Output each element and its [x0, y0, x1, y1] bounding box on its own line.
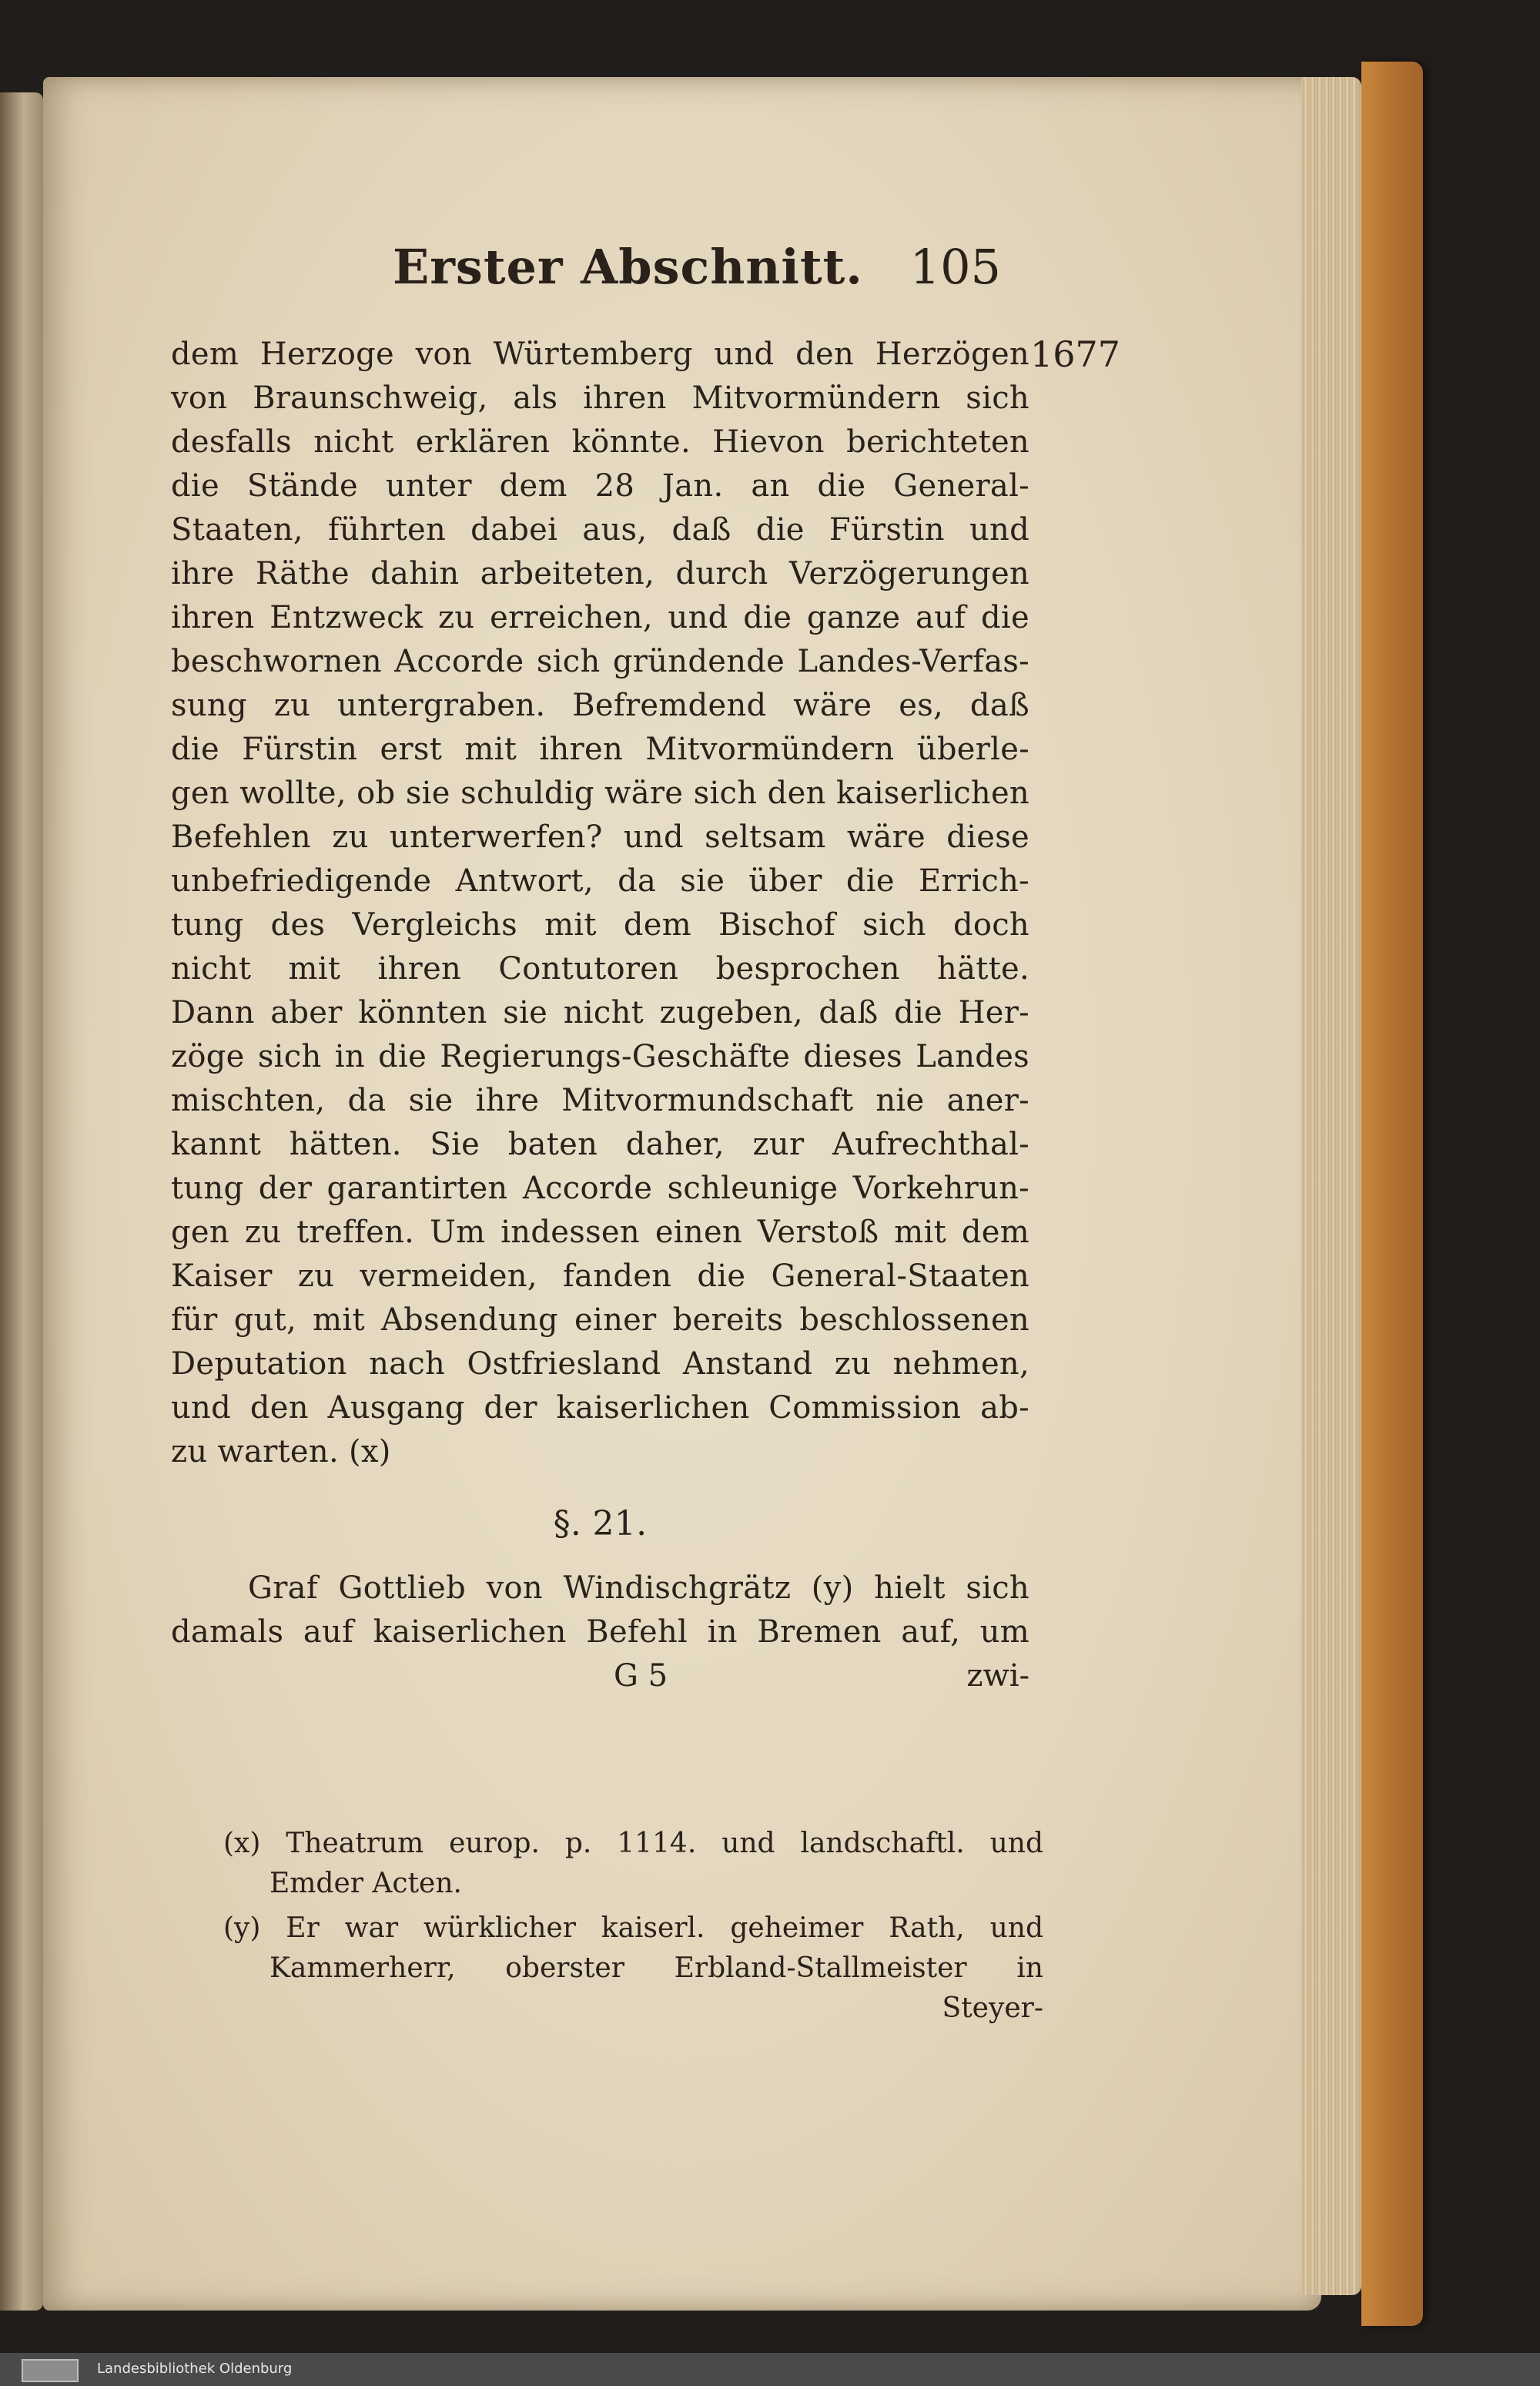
catchword: zwi-: [966, 1658, 1029, 1694]
page-header: [393, 239, 1001, 308]
signature-line: [171, 1654, 1029, 1698]
running-title: Erster Abschnitt.: [393, 239, 863, 295]
library-logo-icon: [22, 2359, 79, 2382]
footnote-catchword: Steyer-: [942, 1992, 1043, 2024]
text-line: tung des Vergleichs mit dem Bischof sich doch: [171, 907, 1029, 943]
margin-year: 1677: [1030, 333, 1121, 375]
previous-page-edge: [0, 92, 43, 2311]
text-line: ihre Räthe dahin arbeiteten, durch Verzögerungen: [171, 556, 1029, 591]
text-line: gen wollte, ob sie schuldig wäre sich den kaiserlichen: [171, 776, 1029, 811]
page-number: 105: [909, 239, 1001, 295]
text-line: für gut, mit Absendung einer bereits beschlossenen: [171, 1302, 1029, 1338]
text-line: tung der garantirten Accorde schleunige Vorkehrun-: [171, 1171, 1029, 1206]
footnotes: [223, 1824, 1043, 2029]
section-heading: §. 21.: [553, 1504, 648, 1543]
text-line: kannt hätten. Sie baten daher, zur Aufrechthal-: [171, 1127, 1029, 1162]
footnote-x-line: Emder Acten.: [270, 1868, 462, 1899]
text-line: nicht mit ihren Contutoren besprochen hätte.: [171, 951, 1029, 987]
text-line: die Stände unter dem 28 Jan. an die General-: [171, 468, 1029, 504]
text-line: damals auf kaiserlichen Befehl in Bremen auf, um: [171, 1614, 1029, 1650]
text-line: zöge sich in die Regierungs-Geschäfte dieses Landes: [171, 1039, 1029, 1074]
text-line: desfalls nicht erklären könnte. Hievon berichteten: [171, 424, 1029, 460]
footnote-y-line: (y) Er war würklicher kaiserl. geheimer Rath, und: [223, 1912, 1043, 1944]
text-line: Befehlen zu unterwerfen? und seltsam wäre diese: [171, 819, 1029, 855]
text-line: mischten, da sie ihre Mitvormundschaft nie aner-: [171, 1083, 1029, 1118]
text-line: zu warten. (x): [171, 1434, 391, 1469]
text-line: ihren Entzweck zu erreichen, und die ganze auf die: [171, 600, 1029, 635]
text-line: gen zu treffen. Um indessen einen Verstoß mit dem: [171, 1215, 1029, 1250]
book-cover-board: [1361, 62, 1423, 2326]
library-name: Landesbibliothek Oldenburg: [97, 2361, 293, 2377]
viewer-footer: [0, 2353, 1540, 2386]
text-line: unbefriedigende Antwort, da sie über die Errich-: [171, 863, 1029, 899]
text-line: beschwornen Accorde sich gründende Landes-Verfas-: [171, 644, 1029, 679]
page-fore-edge: [1301, 77, 1361, 2295]
text-line: die Fürstin erst mit ihren Mitvormündern überle-: [171, 732, 1029, 767]
signature-mark: G 5: [614, 1658, 668, 1694]
text-line: Staaten, führten dabei aus, daß die Fürstin und: [171, 512, 1029, 548]
footnote-x-line: (x) Theatrum europ. p. 1114. und landschaftl. und: [223, 1828, 1043, 1859]
text-line: Graf Gottlieb von Windischgrätz (y) hielt sich: [248, 1570, 1029, 1606]
text-line: sung zu untergraben. Befremdend wäre es, daß: [171, 688, 1029, 723]
text-line: von Braunschweig, als ihren Mitvormündern sich: [171, 380, 1029, 416]
text-line: Kaiser zu vermeiden, fanden die General-Staaten: [171, 1258, 1029, 1294]
text-line: dem Herzoge von Würtemberg und den Herzögen: [171, 337, 1029, 372]
body-text: [171, 333, 1029, 1698]
text-line: Dann aber könnten sie nicht zugeben, daß die Her-: [171, 995, 1029, 1030]
text-line: und den Ausgang der kaiserlichen Commission ab-: [171, 1390, 1029, 1426]
footnote-y-line: Kammerherr, oberster Erbland-Stallmeister in: [270, 1952, 1043, 1984]
text-line: Deputation nach Ostfriesland Anstand zu nehmen,: [171, 1346, 1029, 1382]
